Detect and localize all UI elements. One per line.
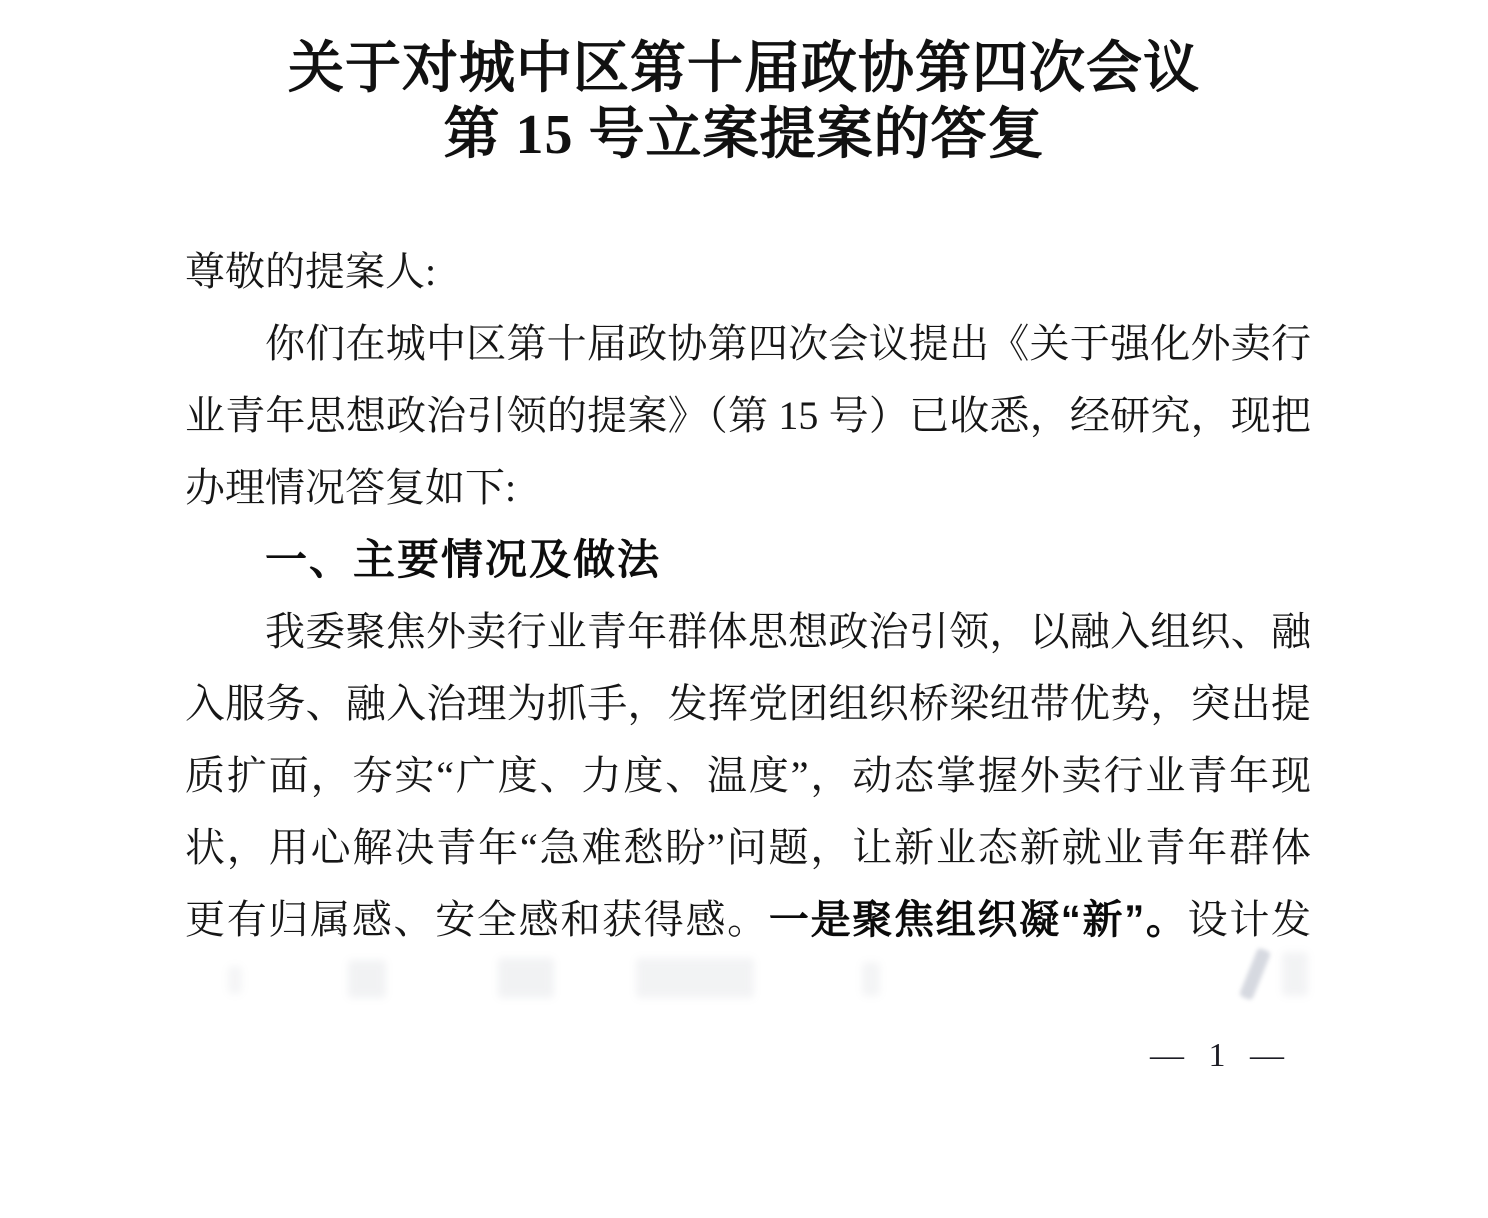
- paragraph1-line3: 办理情况答复如下:: [185, 465, 517, 510]
- document-title-line1: 关于对城中区第十届政协第四次会议: [288, 38, 1200, 100]
- paragraph2-line3: 质扩面，夯实“广度、力度、温度”，动态掌握外卖行业青年现: [185, 753, 1311, 798]
- paragraph1-line2: 业青年思想政治引领的提案》（第 15 号）已收悉，经研究，现把: [185, 393, 1311, 438]
- bleed-through-artifact: [636, 958, 754, 998]
- paragraph2-line5-regular: 更有归属感、安全感和获得感。: [185, 897, 769, 942]
- paragraph2-line5-tail: 设计发: [1187, 897, 1312, 942]
- paragraph2-line2: 入服务、融入治理为抓手，发挥党团组织桥梁纽带优势，突出提: [185, 681, 1311, 726]
- document-title-line2: 第 15 号立案提案的答复: [443, 104, 1045, 166]
- section1-heading: 一、主要情况及做法: [265, 536, 662, 583]
- page-number: — 1 —: [1150, 1037, 1292, 1074]
- bleed-through-artifact: [498, 958, 554, 998]
- paragraph1-line1: 你们在城中区第十届政协第四次会议提出《关于强化外卖行: [265, 321, 1311, 366]
- bleed-through-artifact: [348, 960, 386, 998]
- paragraph2-line4: 状，用心解决青年“急难愁盼”问题，让新业态新就业青年群体: [185, 825, 1311, 870]
- salutation: 尊敬的提案人:: [185, 249, 437, 294]
- bleed-through-artifact: [1282, 952, 1308, 996]
- paragraph2-line1: 我委聚焦外卖行业青年群体思想政治引领，以融入组织、融: [265, 609, 1311, 654]
- document-title: [0, 36, 1488, 168]
- bleed-through-artifact: [228, 966, 242, 994]
- bleed-through-artifact: [862, 962, 880, 996]
- paragraph2-line5-bold-emphasis: 一是聚焦组织凝“新”。: [768, 898, 1188, 942]
- paragraph2-line5: [185, 884, 1311, 956]
- document-body: [185, 236, 1311, 956]
